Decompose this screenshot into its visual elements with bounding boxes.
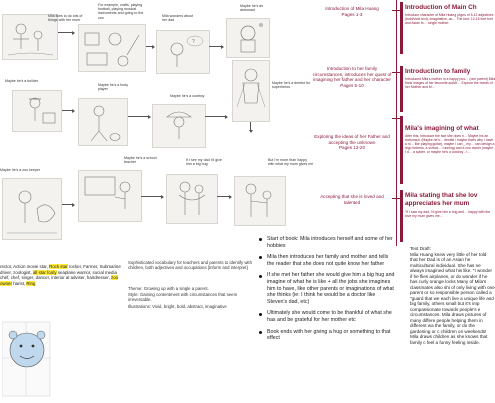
highlight: zoo owner — [0, 275, 119, 286]
stage-connector — [392, 198, 400, 199]
arrow — [205, 116, 227, 117]
theme-note: Theme: Growing up with a single a parent. — [128, 286, 209, 291]
arrow — [209, 46, 223, 47]
outline-item: Mila then introduces her family and mother and tells the reader that she does not quite know her father — [258, 254, 396, 267]
arrow — [62, 110, 74, 111]
stage-connector — [392, 72, 400, 73]
arrow — [146, 46, 154, 47]
arrow — [128, 116, 150, 117]
sketch-footy-player — [78, 98, 128, 146]
slide-main-character — [400, 2, 495, 54]
slide-heading: Mila's imagining of what — [405, 125, 479, 132]
caption-9: Maybe he's a zoo keeper — [0, 168, 41, 172]
bear-face-sketch — [6, 326, 48, 376]
highlight: all star footy — [32, 269, 57, 275]
arrow — [141, 196, 163, 197]
caption-4: Maybe he's an astronaut — [240, 4, 264, 13]
stage-1: Introduction of Mila Huang Pages 1-3 — [325, 6, 379, 17]
illustrations-note: Illustrations: Vivid, bright, bold, abstract, imaginative — [128, 304, 227, 309]
slide-body: Introduce character of Mila Huang (Ages of 5-12 adjectives (bold/vivid text), imaginative, ac… The font: 12-15 font font and Asian fo… single mother. — [405, 13, 494, 26]
slide-heading: Introduction of Main Ch — [405, 4, 477, 11]
stage-connector — [392, 10, 400, 11]
caption-8: Maybe he's a cowboy — [170, 94, 205, 98]
highlight: Ring — [26, 280, 36, 286]
slide-body: "If I saw my dad, I'd give him a hug and… happy with the love my mum gives me… — [405, 210, 491, 219]
text-draft-heading: Text Draft: — [410, 246, 431, 251]
stage-divider — [396, 0, 397, 246]
slide-heading: Mila stating that she lov appreciates her mum — [405, 192, 478, 207]
text-draft — [410, 246, 495, 345]
sketch-big-hug — [166, 174, 218, 224]
sketch-astronaut — [226, 18, 270, 58]
arrow — [58, 32, 74, 33]
sketch-builder — [12, 90, 62, 132]
caption-5: Maybe he's a builder — [5, 79, 39, 83]
outline-item: Book ends with her giving a hug or something to that effect — [258, 329, 396, 342]
highlight: Rock star — [49, 264, 68, 269]
stage-3: Exploring the ideas of her Father and accepting the unknown Pages 12-20 — [314, 134, 390, 151]
stage-2: Introduction to her family circumstances, introduces her quest of imagining her father and her character Pages 5-10 — [312, 66, 392, 88]
vocab-note: Sophisticated vocabulary for teachers and parents to identify with children, both adjectives and occupations [Inform and interpret] — [128, 260, 252, 271]
slide-body: After this, introduce the fact she does n… Maybe his an Astronaut, (Maybe he's… dentist / maybe that's why I have a ni… like playing guitar), maybe I can _ my… can design a lego fortress, a school… running) and a zoo owner (maybe I d… a spider, or maybe he's a cowboy - I… — [405, 134, 495, 155]
sketch-cowboy — [152, 104, 206, 148]
slide-family — [400, 66, 495, 112]
stage-connector — [392, 118, 400, 119]
svg-text:?: ? — [192, 39, 195, 45]
sketch-school-teacher — [78, 170, 142, 222]
slide-body: Introduced Mila's mother in a happy pos… (one parent) Mila finds images of her favourite activit… Explore the bonds of her Mother and M… — [405, 77, 495, 90]
caption-7: Maybe he's a dentist for superheros — [272, 81, 311, 90]
outline-item: Start of book: Mila introduces herself and some of her hobbies — [258, 236, 396, 249]
story-outline — [258, 236, 396, 347]
arrow — [62, 204, 74, 205]
caption-1: Mila likes to do lots of things with her mum — [48, 14, 83, 23]
slide-heading: Introduction to family — [405, 68, 471, 75]
sketch-superhero-dentist — [232, 60, 270, 122]
sketch-mila-and-mum — [234, 176, 286, 226]
sketch-zoo-keeper — [2, 178, 62, 240]
caption-11: If I see my dad I'd give him a big hug — [186, 158, 222, 167]
occupation-list: rector, Action movie star, Rock star rocker, Farmer, Submarine driver, zoologist, all star footy seaplane warrior, social media chéf, chef, singer, dancer, interior al adviser, hairdresser, zoo owner harist, Ring — [0, 264, 121, 286]
text-draft-body: Mila Huang knew very little of her told that her Dad is of an Asian he multicultural individual. She has ne always imagined what his like. "I wonder if he flies airplanes, or do wonder if he has curly orange locks Many of Mila's classmates also shi of only living with one parent or so responsible person called a "guard that we each live a unique life and big family, others small but it's imp compassionate towards people's e circumstances. Mila draws pictures of many differe people helping them in different wa the family, or do the gardening or c children on weekends! Mila draws children as she knows that family c feel a funny feeling inside. — [410, 251, 495, 345]
arrow — [217, 196, 231, 197]
stage-4: Accepting that she is loved and talented — [320, 194, 384, 205]
caption-6: Maybe he's a footy player — [98, 83, 129, 92]
arrow — [250, 122, 251, 132]
slide-imagining — [400, 116, 495, 184]
style-note: Style: Gaining contentment with circumstances that seem irreversable. — [128, 292, 238, 303]
caption-2: For example, crafts, playing football, playing musical instruments and going to the zoo — [98, 3, 144, 20]
outline-item: If she met her father she would give him a big hug and imagine of what he is like + all the jobs she imagines him to have, like other parents or imaginations of what she thinks (ie: I think he would be a doctor like Steven's dad, etc) — [258, 272, 396, 305]
caption-10: Maybe he's a school teacher — [124, 156, 157, 165]
slide-appreciates-mum — [400, 190, 495, 242]
sketch-mila-wondering — [156, 30, 210, 74]
sketch-activities — [78, 24, 146, 72]
caption-3: Mila wonders about her dad — [162, 14, 194, 23]
caption-12: But I'm more than happy with what my mum gives me — [268, 158, 314, 167]
outline-item: Ultimately she would come to be thankful of what she has and be grateful for her mother etc — [258, 310, 396, 323]
